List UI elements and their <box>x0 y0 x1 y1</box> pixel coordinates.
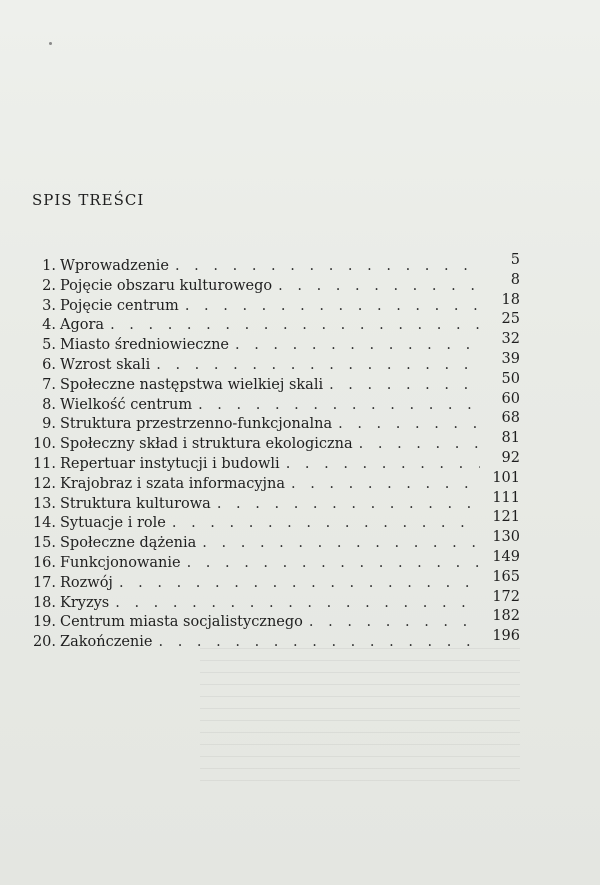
toc-entry <box>30 509 520 535</box>
toc-entry-title: Repertuar instytucji i budowli <box>60 455 280 472</box>
toc-entry-page: 81 <box>501 430 520 447</box>
toc-entry <box>30 529 520 555</box>
toc-entry <box>30 469 520 496</box>
toc-entry <box>30 350 520 377</box>
toc-dot-leader <box>175 258 480 274</box>
toc-entry-number: 20. <box>32 634 56 651</box>
toc-entry-page: 130 <box>492 529 520 546</box>
toc-entry-page: 39 <box>501 350 520 367</box>
toc-entry-title: Wzrost skali <box>60 356 151 373</box>
toc-entry-title: Krajobraz i szata informacyjna <box>60 475 285 492</box>
toc-entry-page: 196 <box>492 628 520 645</box>
toc-entry-number: 10. <box>32 436 56 453</box>
toc-dot-leader <box>286 456 480 472</box>
toc-entry-title: Struktura przestrzenno-funkcjonalna <box>60 416 333 433</box>
toc-dot-leader <box>217 496 480 512</box>
toc-dot-leader <box>156 357 480 373</box>
toc-entry-page: 111 <box>492 489 520 506</box>
toc-entry-number: 14. <box>32 515 56 532</box>
toc-entry-title: Społeczny skład i struktura ekologiczna <box>60 436 353 453</box>
toc-entry-title: Kryzys <box>60 594 110 611</box>
contents-heading: SPIS TREŚCI <box>32 191 145 209</box>
toc-entry-title: Miasto średniowieczne <box>60 337 229 354</box>
toc-entry-number: 9. <box>42 416 56 433</box>
toc-dot-leader <box>235 337 480 353</box>
toc-dot-leader <box>172 515 480 531</box>
toc-entry-number: 17. <box>32 574 56 591</box>
toc-dot-leader <box>202 535 480 551</box>
toc-entry-number: 16. <box>32 554 56 571</box>
toc-entry-page: 92 <box>501 449 520 466</box>
toc-entry <box>30 311 520 337</box>
toc-entry-page: 5 <box>510 252 520 268</box>
toc-entry-title: Centrum miasta socjalistycznego <box>60 614 303 631</box>
toc-entry <box>30 449 520 476</box>
toc-entry-title: Pojęcie obszaru kulturowego <box>60 277 273 294</box>
toc-dot-leader <box>359 436 480 452</box>
toc-entry <box>30 489 520 516</box>
toc-entry <box>30 331 520 357</box>
toc-entry-number: 7. <box>42 376 56 393</box>
toc-entry <box>30 410 520 436</box>
toc-dot-leader <box>158 634 480 650</box>
toc-entry-title: Sytuacje i role <box>60 515 166 532</box>
toc-entry-number: 13. <box>32 495 56 512</box>
toc-entry-page: 60 <box>501 390 520 407</box>
toc-entry <box>30 291 520 318</box>
toc-dot-leader <box>115 595 480 611</box>
toc-dot-leader <box>291 476 480 492</box>
table-of-contents <box>30 252 520 654</box>
paper-speck <box>49 42 52 45</box>
toc-entry-title: Społeczne następstwa wielkiej skali <box>60 376 324 393</box>
toc-entry-title: Pojęcie centrum <box>60 297 179 314</box>
toc-entry <box>30 588 520 615</box>
toc-dot-leader <box>338 416 480 432</box>
toc-entry-page: 32 <box>501 331 520 348</box>
toc-dot-leader <box>278 278 480 294</box>
toc-entry-page: 68 <box>501 410 520 427</box>
toc-entry <box>30 548 520 575</box>
toc-entry <box>30 628 520 654</box>
toc-entry <box>30 271 520 298</box>
toc-entry-title: Funkcjonowanie <box>60 554 181 571</box>
toc-entry-page: 25 <box>501 311 520 328</box>
toc-entry-page: 18 <box>501 291 520 308</box>
toc-entry <box>30 390 520 417</box>
toc-entry <box>30 252 520 278</box>
toc-entry-title: Społeczne dążenia <box>60 535 197 552</box>
toc-dot-leader <box>309 614 480 630</box>
toc-dot-leader <box>198 397 480 413</box>
toc-entry-number: 1. <box>42 258 56 274</box>
toc-entry-page: 172 <box>492 588 520 605</box>
toc-dot-leader <box>329 377 480 393</box>
toc-dot-leader <box>119 575 480 591</box>
toc-entry-number: 12. <box>32 475 56 492</box>
toc-entry <box>30 568 520 595</box>
toc-entry-number: 11. <box>32 455 56 472</box>
toc-entry-number: 4. <box>42 317 56 334</box>
toc-entry-number: 5. <box>42 337 56 354</box>
toc-entry-number: 8. <box>42 396 56 413</box>
toc-entry-number: 18. <box>32 594 56 611</box>
toc-entry-number: 19. <box>32 614 56 631</box>
toc-dot-leader <box>185 298 480 314</box>
toc-entry-page: 149 <box>492 548 520 565</box>
toc-entry-title: Struktura kulturowa <box>60 495 211 512</box>
toc-dot-leader <box>187 555 480 571</box>
toc-entry-title: Rozwój <box>60 574 113 591</box>
toc-entry-page: 165 <box>492 568 520 585</box>
toc-entry-page: 121 <box>492 509 520 526</box>
toc-entry-page: 50 <box>501 370 520 387</box>
toc-dot-leader <box>110 317 480 333</box>
toc-entry-title: Wprowadzenie <box>60 258 169 274</box>
toc-entry <box>30 608 520 634</box>
toc-entry-title: Agora <box>60 317 105 334</box>
toc-entry-number: 3. <box>42 297 56 314</box>
toc-entry-page: 101 <box>492 469 520 486</box>
toc-entry-title: Wielkość centrum <box>60 396 193 413</box>
toc-entry-title: Zakończenie <box>60 634 153 651</box>
toc-entry <box>30 370 520 397</box>
toc-entry-page: 8 <box>510 271 520 288</box>
toc-entry-number: 15. <box>32 535 56 552</box>
toc-entry-number: 2. <box>42 277 56 294</box>
toc-entry <box>30 430 520 456</box>
reverse-side-show-through <box>200 640 520 790</box>
toc-entry-number: 6. <box>42 356 56 373</box>
toc-entry-page: 182 <box>492 608 520 625</box>
